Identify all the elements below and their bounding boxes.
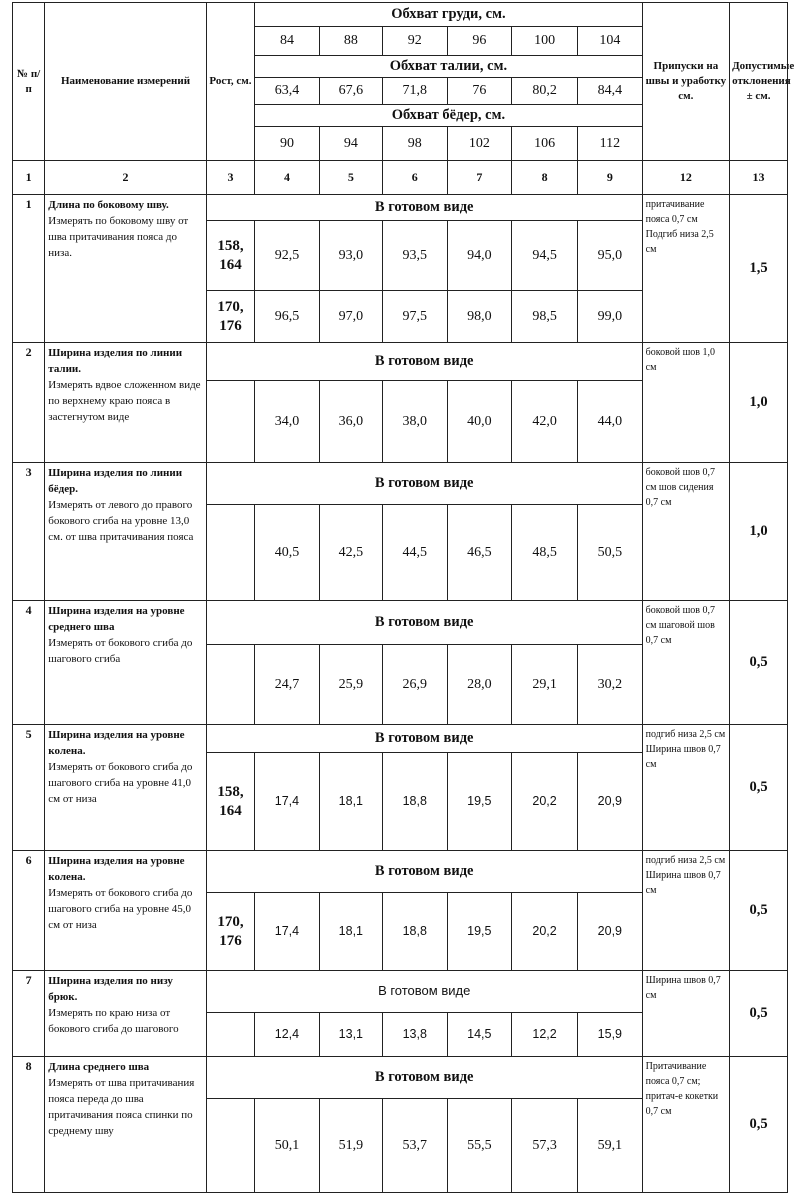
row-number: 8 xyxy=(13,1057,45,1193)
height-cell xyxy=(206,505,254,601)
header-height: Рост, см. xyxy=(206,3,254,161)
table-row xyxy=(13,601,788,645)
measurement-description: Измерять от шва притачивания пояса переда до шва притачивания пояса спинки по среднему шву xyxy=(48,1077,195,1137)
size-value: 98,5 xyxy=(512,291,578,343)
size-value: 98,0 xyxy=(447,291,512,343)
size-value: 30,2 xyxy=(578,645,643,725)
column-number: 1 xyxy=(13,161,45,195)
height-cell: 170, 176 xyxy=(206,291,254,343)
column-number-row xyxy=(13,161,788,195)
size-value: 14,5 xyxy=(447,1013,512,1057)
chest-size-cell: 88 xyxy=(319,27,382,56)
size-value: 46,5 xyxy=(447,505,512,601)
size-value: 50,5 xyxy=(578,505,643,601)
size-value: 17,4 xyxy=(255,753,320,851)
ready-label: В готовом виде xyxy=(206,601,642,645)
allowance-note: боковой шов 1,0 см xyxy=(642,343,729,463)
size-value: 92,5 xyxy=(255,221,320,291)
size-value: 93,5 xyxy=(382,221,447,291)
hip-size-cell: 102 xyxy=(447,127,512,161)
column-number: 8 xyxy=(512,161,578,195)
measurement-title: Ширина изделия на уровне среднего шва xyxy=(48,605,185,633)
measurement-description: Измерять по краю низа от бокового сгиба до шагового xyxy=(48,1007,179,1035)
size-value: 15,9 xyxy=(578,1013,643,1057)
measurement-title: Ширина изделия на уровне колена. xyxy=(48,855,185,883)
size-value: 17,4 xyxy=(255,893,320,971)
measurement-name xyxy=(45,463,206,601)
measurement-description: Измерять от бокового сгиба до шагового сгиба на уровне 41,0 см от низа xyxy=(48,761,193,805)
tolerance-value: 1,5 xyxy=(730,195,788,343)
table-row xyxy=(13,195,788,221)
tolerance-value: 0,5 xyxy=(730,971,788,1057)
row-number: 4 xyxy=(13,601,45,725)
allowance-note: Притачивание пояса 0,7 см; притач-е кокетки 0,7 см xyxy=(642,1057,729,1193)
size-value: 42,5 xyxy=(319,505,382,601)
measurement-name xyxy=(45,851,206,971)
tolerance-value: 0,5 xyxy=(730,851,788,971)
ready-label: В готовом виде xyxy=(206,195,642,221)
tolerance-value: 0,5 xyxy=(730,725,788,851)
allowance-note: боковой шов 0,7 см шаговой шов 0,7 см xyxy=(642,601,729,725)
waist-size-cell: 76 xyxy=(447,78,512,105)
allowance-note: подгиб низа 2,5 см Ширина швов 0,7 см xyxy=(642,725,729,851)
size-value: 13,1 xyxy=(319,1013,382,1057)
table-row xyxy=(13,971,788,1013)
column-number: 4 xyxy=(255,161,320,195)
tolerance-value: 0,5 xyxy=(730,601,788,725)
measurement-title: Длина по боковому шву. xyxy=(48,199,169,211)
column-number: 6 xyxy=(382,161,447,195)
table-row xyxy=(13,851,788,893)
measurement-title: Ширина изделия по линии бёдер. xyxy=(48,467,183,495)
column-number: 13 xyxy=(730,161,788,195)
ready-label: В готовом виде xyxy=(206,971,642,1013)
ready-label: В готовом виде xyxy=(206,343,642,381)
column-number: 3 xyxy=(206,161,254,195)
column-number: 5 xyxy=(319,161,382,195)
measurement-description: Измерять от бокового сгиба до шагового сгиба на уровне 45,0 см от низа xyxy=(48,887,193,931)
size-value: 44,0 xyxy=(578,381,643,463)
size-value: 12,4 xyxy=(255,1013,320,1057)
column-number: 2 xyxy=(45,161,206,195)
row-number: 1 xyxy=(13,195,45,343)
ready-label: В готовом виде xyxy=(206,725,642,753)
header-measurement-name: Наименование измерений xyxy=(45,3,206,161)
measurement-title: Длина среднего шва xyxy=(48,1061,150,1073)
allowance-note: Ширина швов 0,7 см xyxy=(642,971,729,1057)
tolerance-value: 0,5 xyxy=(730,1057,788,1193)
size-value: 50,1 xyxy=(255,1099,320,1193)
size-value: 99,0 xyxy=(578,291,643,343)
row-number: 2 xyxy=(13,343,45,463)
chest-size-cell: 96 xyxy=(447,27,512,56)
measurement-name xyxy=(45,1057,206,1193)
header-tolerance: Допустимые отклонения ± см. xyxy=(730,3,788,161)
allowance-note: притачивание пояса 0,7 см Подгиб низа 2,5 см xyxy=(642,195,729,343)
measurement-title: Ширина изделия по линии талии. xyxy=(48,347,183,375)
table-row xyxy=(13,725,788,753)
size-value: 25,9 xyxy=(319,645,382,725)
measurement-description: Измерять от левого до правого бокового сгиба на уровне 13,0 см. от шва притачивания пояса xyxy=(48,499,194,543)
size-value: 18,8 xyxy=(382,753,447,851)
size-value: 95,0 xyxy=(578,221,643,291)
size-value: 20,2 xyxy=(512,753,578,851)
measurement-description: Измерять вдвое сложенном виде по верхнему краю пояса в застегнутом виде xyxy=(48,379,201,423)
measurement-name xyxy=(45,971,206,1057)
size-value: 20,9 xyxy=(578,893,643,971)
measurement-name xyxy=(45,195,206,343)
size-value: 94,0 xyxy=(447,221,512,291)
row-number: 5 xyxy=(13,725,45,851)
size-value: 19,5 xyxy=(447,753,512,851)
size-value: 20,9 xyxy=(578,753,643,851)
chest-size-cell: 92 xyxy=(382,27,447,56)
measurement-name xyxy=(45,601,206,725)
row-number: 6 xyxy=(13,851,45,971)
size-value: 19,5 xyxy=(447,893,512,971)
chest-size-cell: 100 xyxy=(512,27,578,56)
measurement-title: Ширина изделия по низу брюк. xyxy=(48,975,173,1003)
size-value: 59,1 xyxy=(578,1099,643,1193)
row-number: 3 xyxy=(13,463,45,601)
header-allowances: Припуски на швы и уработку см. xyxy=(642,3,729,161)
size-value: 24,7 xyxy=(255,645,320,725)
height-cell: 170, 176 xyxy=(206,893,254,971)
size-value: 12,2 xyxy=(512,1013,578,1057)
hip-size-cell: 112 xyxy=(578,127,643,161)
header-waist-girth: Обхват талии, см. xyxy=(255,56,642,78)
height-cell xyxy=(206,1099,254,1193)
waist-size-cell: 67,6 xyxy=(319,78,382,105)
size-value: 34,0 xyxy=(255,381,320,463)
chest-size-cell: 84 xyxy=(255,27,320,56)
size-value: 18,1 xyxy=(319,753,382,851)
size-value: 40,5 xyxy=(255,505,320,601)
height-cell: 158, 164 xyxy=(206,221,254,291)
header-number: № п/п xyxy=(13,3,45,161)
height-cell: 158, 164 xyxy=(206,753,254,851)
measurement-table xyxy=(12,2,795,1193)
column-number: 7 xyxy=(447,161,512,195)
hip-size-cell: 106 xyxy=(512,127,578,161)
size-value: 36,0 xyxy=(319,381,382,463)
table-row xyxy=(13,463,788,505)
header-hip-girth: Обхват бёдер, см. xyxy=(255,105,642,127)
table-row xyxy=(13,343,788,381)
size-value: 40,0 xyxy=(447,381,512,463)
hip-size-cell: 90 xyxy=(255,127,320,161)
size-value: 18,8 xyxy=(382,893,447,971)
height-cell xyxy=(206,1013,254,1057)
size-value: 94,5 xyxy=(512,221,578,291)
size-value: 42,0 xyxy=(512,381,578,463)
size-value: 96,5 xyxy=(255,291,320,343)
measurement-name xyxy=(45,343,206,463)
height-cell xyxy=(206,645,254,725)
waist-size-cell: 84,4 xyxy=(578,78,643,105)
waist-size-cell: 63,4 xyxy=(255,78,320,105)
measurement-description: Измерять по боковому шву от шва притачивания пояса до низа. xyxy=(48,215,189,259)
table-row xyxy=(13,1057,788,1099)
size-value: 53,7 xyxy=(382,1099,447,1193)
size-value: 38,0 xyxy=(382,381,447,463)
size-value: 18,1 xyxy=(319,893,382,971)
size-value: 57,3 xyxy=(512,1099,578,1193)
hip-size-cell: 94 xyxy=(319,127,382,161)
measurement-description: Измерять от бокового сгиба до шагового сгиба xyxy=(48,637,193,665)
measurement-title: Ширина изделия на уровне колена. xyxy=(48,729,185,757)
size-value: 48,5 xyxy=(512,505,578,601)
hip-size-cell: 98 xyxy=(382,127,447,161)
size-value: 29,1 xyxy=(512,645,578,725)
row-number: 7 xyxy=(13,971,45,1057)
size-value: 51,9 xyxy=(319,1099,382,1193)
size-value: 20,2 xyxy=(512,893,578,971)
allowance-note: подгиб низа 2,5 см Ширина швов 0,7 см xyxy=(642,851,729,971)
waist-size-cell: 80,2 xyxy=(512,78,578,105)
allowance-note: боковой шов 0,7 см шов сидения 0,7 см xyxy=(642,463,729,601)
size-value: 44,5 xyxy=(382,505,447,601)
tolerance-value: 1,0 xyxy=(730,343,788,463)
chest-size-cell: 104 xyxy=(578,27,643,56)
ready-label: В готовом виде xyxy=(206,1057,642,1099)
header-chest-girth: Обхват груди, см. xyxy=(255,3,642,27)
measurement-name xyxy=(45,725,206,851)
tolerance-value: 1,0 xyxy=(730,463,788,601)
size-value: 97,5 xyxy=(382,291,447,343)
size-value: 55,5 xyxy=(447,1099,512,1193)
size-value: 26,9 xyxy=(382,645,447,725)
column-number: 9 xyxy=(578,161,643,195)
ready-label: В готовом виде xyxy=(206,463,642,505)
waist-size-cell: 71,8 xyxy=(382,78,447,105)
size-value: 13,8 xyxy=(382,1013,447,1057)
size-value: 93,0 xyxy=(319,221,382,291)
ready-label: В готовом виде xyxy=(206,851,642,893)
column-number: 12 xyxy=(642,161,729,195)
height-cell xyxy=(206,381,254,463)
size-value: 97,0 xyxy=(319,291,382,343)
size-value: 28,0 xyxy=(447,645,512,725)
